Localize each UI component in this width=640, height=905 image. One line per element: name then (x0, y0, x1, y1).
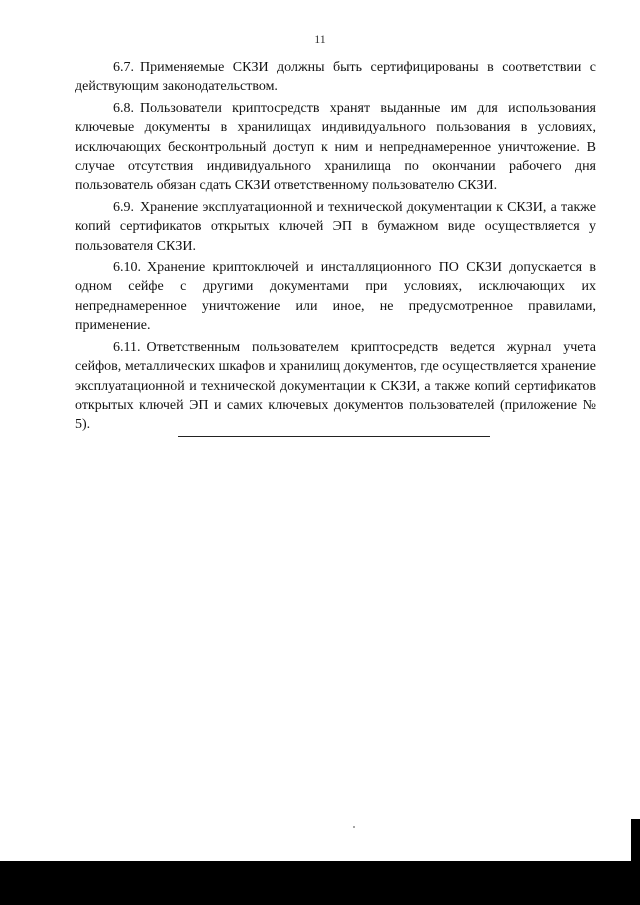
paragraph-text: Хранение криптоключей и инсталляционного ПО СКЗИ допускается в одном сейфе с другими документами при условиях, исключающих их непреднамеренное уничтожение или иное, не предусмотренное правилами, применение. (75, 260, 596, 334)
paragraph-number: 6.8. (113, 100, 134, 116)
paragraph-number: 6.10. (113, 260, 141, 276)
paragraph-6-10 (75, 258, 596, 336)
paragraph-number: 6.11. (113, 339, 141, 355)
page-number: 11 (314, 32, 326, 46)
scan-bottom-border (0, 861, 640, 905)
paragraph-number: 6.9. (113, 199, 134, 215)
paragraph-text: Хранение эксплуатационной и технической документации к СКЗИ, а также копий сертификатов открытых ключей ЭП в бумажном виде осуществляется у пользователя СКЗИ. (75, 199, 596, 254)
paragraph-6-9 (75, 198, 596, 256)
paragraph-text: Ответственным пользователем криптосредств ведется журнал учета сейфов, металлических шкафов и хранилищ документов, где осуществляется хранение эксплуатационной и технической документации к СКЗИ, а также копий сертификатов открытых ключей ЭП и самих ключевых документов пользователей (приложение № 5). (75, 339, 596, 433)
section-divider-line (178, 436, 490, 437)
paragraph-6-7 (75, 58, 596, 97)
paragraph-6-11 (75, 338, 596, 435)
document-body (75, 58, 596, 437)
paragraph-text: Применяемые СКЗИ должны быть сертифицированы в соответствии с действующим законодательством. (75, 60, 596, 95)
paragraph-number: 6.7. (113, 60, 134, 75)
paragraph-6-8 (75, 99, 596, 196)
paragraph-text: Пользователи криптосредств хранят выданные им для использования ключевые документы в хранилищах индивидуального пользования в условиях, исключающих бесконтрольный доступ к ним и непреднамеренное уничтожение. В случае отсутствия индивидуального хранилища по окончании рабочего дня пользователь обязан сдать СКЗИ ответственному пользователю СКЗИ. (75, 100, 596, 194)
scan-speck (353, 826, 355, 828)
scan-edge-shadow (631, 819, 640, 861)
